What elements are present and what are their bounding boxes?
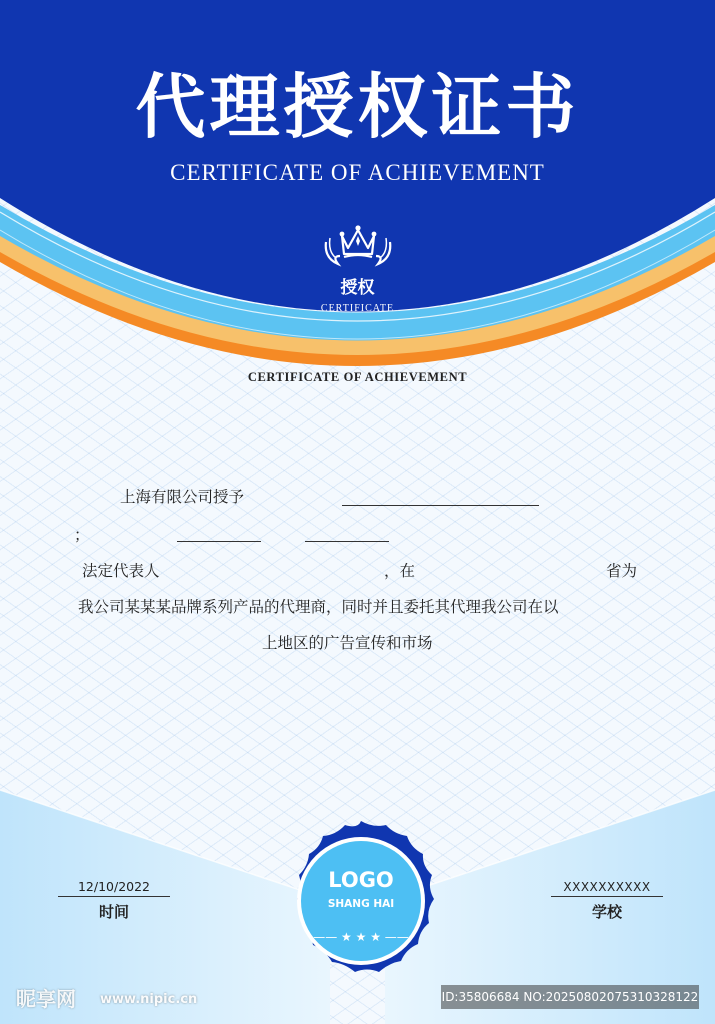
grantor-text: 上海有限公司授予	[120, 488, 245, 506]
badge-subtitle: CERTIFICATE	[320, 303, 395, 314]
date-underline	[58, 896, 170, 897]
seal-stars: —— ★ ★ ★ ——	[313, 930, 409, 944]
badge-label: 授权	[340, 278, 375, 298]
body-paragraph-line: 我公司某某某品牌系列产品的代理商，同时并且委托其代理我公司在以	[78, 598, 559, 616]
certificate-subtitle: CERTIFICATE OF ACHIEVEMENT	[170, 160, 545, 185]
section-heading: CERTIFICATE OF ACHIEVEMENT	[247, 370, 468, 384]
watermark-id: ID:35806684 NO:20250802075310328122	[441, 985, 699, 1009]
crown-icon	[320, 222, 396, 274]
semicolon-text: ；	[74, 526, 90, 544]
school-label: 学校	[591, 903, 622, 921]
school-underline	[551, 896, 663, 897]
blank-line-1[interactable]	[177, 541, 261, 542]
school-value: XXXXXXXXXX	[563, 880, 651, 894]
body-paragraph-line: 上地区的广告宣传和市场	[262, 634, 433, 652]
legal-rep-label: 法定代表人	[82, 562, 160, 580]
blank-line-2[interactable]	[305, 541, 389, 542]
watermark-site: 昵享网	[16, 987, 76, 1011]
province-label: 省为	[606, 562, 638, 580]
location-label: ，在	[384, 562, 416, 580]
date-label: 时间	[98, 903, 129, 921]
certificate-title: 代理授权证书	[135, 66, 580, 148]
seal-city-text: SHANG HAI	[327, 898, 395, 910]
date-value: 12/10/2022	[77, 879, 151, 894]
grantee-blank-line[interactable]	[342, 505, 539, 506]
watermark-url: www.nipic.cn	[100, 992, 198, 1007]
seal-logo-text: LOGO	[328, 868, 394, 892]
